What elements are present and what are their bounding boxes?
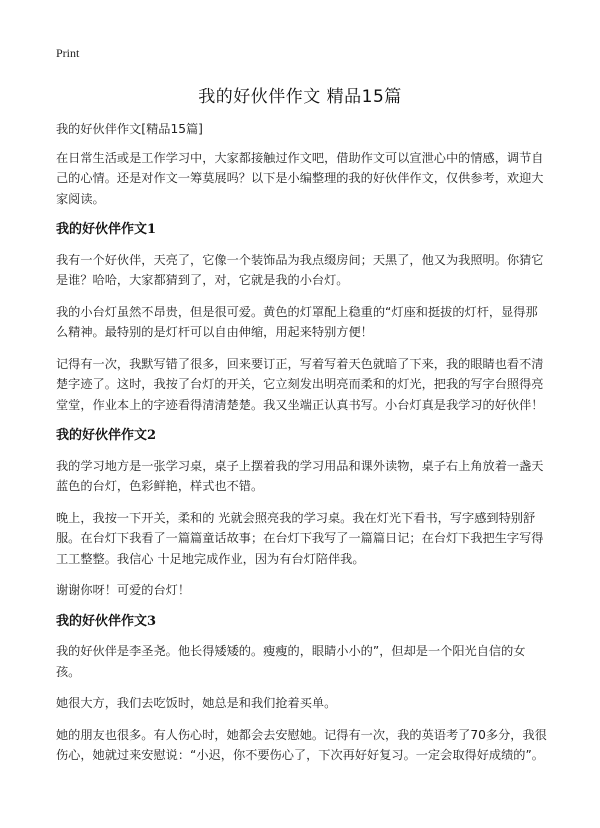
page-title: 我的好伙伴作文 精品15篇 <box>198 87 402 107</box>
intro-paragraph: 在日常生活或是工作学习中，大家都接触过作文吧，借助作文可以宣泄心中的情感，调节自己的心情。还是对作文一筹莫展吗？以下是小编整理的我的好伙伴作文，仅供参考，欢迎大家阅读。 <box>56 150 544 206</box>
section-heading-1: 我的好伙伴作文1 <box>56 222 157 237</box>
section-2-paragraph: 谢谢你呀！可爱的台灯！ <box>56 583 191 597</box>
print-link[interactable]: Print <box>56 46 80 60</box>
section-heading-2: 我的好伙伴作文2 <box>56 428 157 443</box>
article-body <box>56 119 548 777</box>
section-2-paragraph: 晚上，我按一下开关，柔和的 光就会照亮我的学习桌。我在灯光下看书，写字感到特别舒服。在台灯下我看了一篇篇童话故事；在台灯下我写了一篇篇日记；在台灯下我把生字写得工工整整。我信心 十足地完成作业，因为有台灯陪伴我。 <box>56 510 544 566</box>
section-3-paragraph: 我的好伙伴是李圣尧。他长得矮矮的。瘦瘦的，眼睛小小的”，但却是一个阳光自信的女孩。 <box>56 644 526 679</box>
section-1-paragraph: 我的小台灯虽然不昂贵，但是很可爱。黄色的灯罩配上稳重的“灯座和挺拔的灯杆，显得那么精神。最特别的是灯杆可以自由伸缩，用起来特别方便！ <box>56 304 538 339</box>
section-3-paragraph: 她的朋友也很多。有人伤心时，她都会去安慰她。记得有一次，我的英语考了70多分，我很伤心，她就过来安慰说：“小迟，你不要伤心了，下次再好好复习。一定会取得好成绩的”。 <box>56 727 547 762</box>
article-subtitle: 我的好伙伴作文[精品15篇] <box>56 122 203 136</box>
section-3-paragraph: 她很大方，我们去吃饭时，她总是和我们抢着买单。 <box>56 696 337 710</box>
section-heading-3: 我的好伙伴作文3 <box>56 613 157 629</box>
section-1-paragraph: 记得有一次，我默写错了很多，回来要订正，写着写着天色就暗了下来，我的眼睛也看不清楚字迹了。这时，我按了台灯的开关，它立刻发出明亮而柔和的灯光，把我的写字台照得亮堂堂，作业本上的字迹看得清清楚楚。我又坐端正认真书写。小台灯真是我学习的好伙伴！ <box>56 356 544 412</box>
section-2-paragraph: 我的学习地方是一张学习桌，桌子上摆着我的学习用品和课外读物，桌子右上角放着一盏天蓝色的台灯，色彩鲜艳，样式也不错。 <box>56 458 544 493</box>
section-1-paragraph: 我有一个好伙伴，天亮了，它像一个装饰品为我点缀房间；天黑了，他又为我照明。你猜它是谁？哈哈，大家都猜到了，对，它就是我的小台灯。 <box>56 252 544 287</box>
